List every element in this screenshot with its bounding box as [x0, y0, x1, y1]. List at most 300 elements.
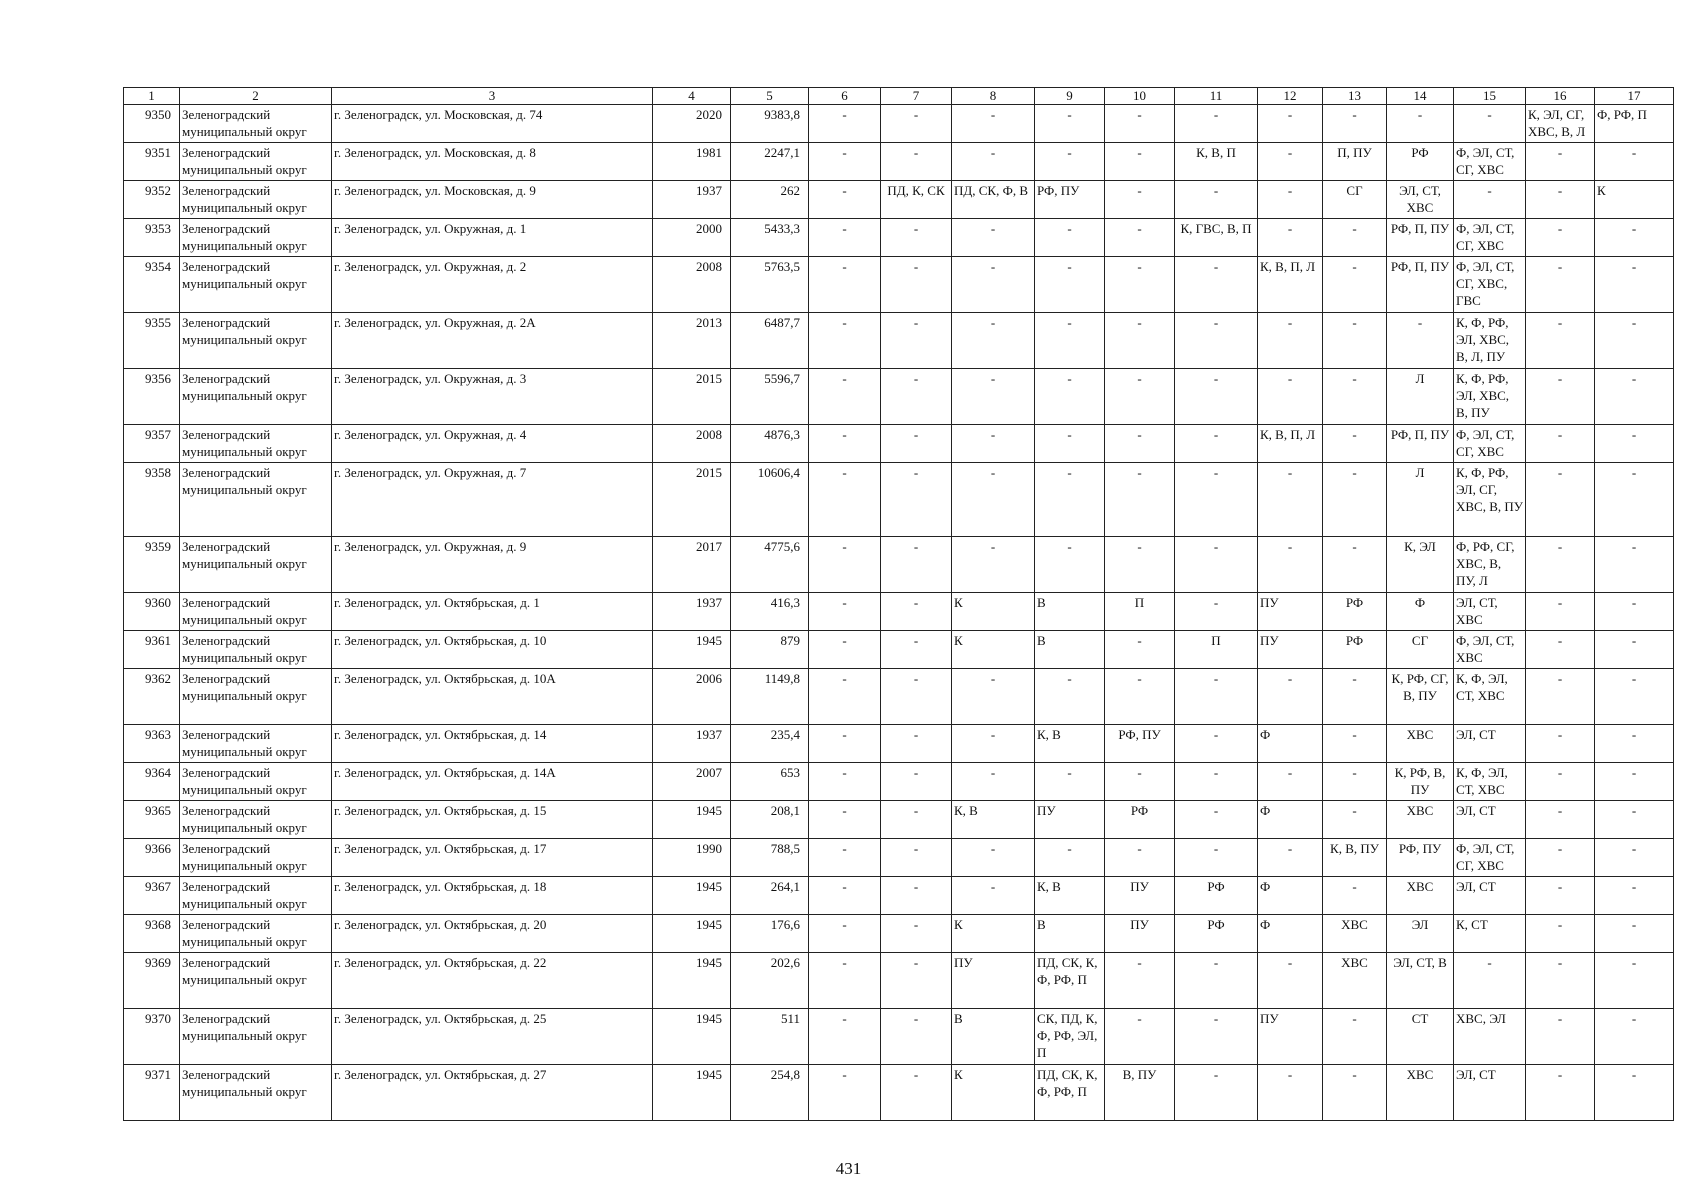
table-cell-col-10: ПУ	[1105, 877, 1175, 915]
table-cell-col-14: РФ, П, ПУ	[1387, 425, 1454, 463]
table-cell-col-2: Зеленоградский муниципальный округ	[180, 1009, 332, 1065]
table-cell-col-13: ХВС	[1323, 915, 1387, 953]
table-cell-col-16: -	[1526, 1009, 1595, 1065]
column-header-2: 2	[180, 88, 332, 105]
table-cell-col-12: -	[1258, 181, 1323, 219]
table-cell-col-5: 653	[731, 763, 809, 801]
table-cell-col-9: СК, ПД, К, Ф, РФ, ЭЛ, П	[1035, 1009, 1105, 1065]
table-cell-col-10: -	[1105, 425, 1175, 463]
table-cell-col-8: К, В	[952, 801, 1035, 839]
table-cell-col-12: -	[1258, 105, 1323, 143]
table-cell-col-12: -	[1258, 313, 1323, 369]
table-cell-col-12: -	[1258, 669, 1323, 725]
table-cell-col-6: -	[809, 669, 881, 725]
table-cell-col-2: Зеленоградский муниципальный округ	[180, 801, 332, 839]
table-cell-col-12: -	[1258, 143, 1323, 181]
table-cell-col-6: -	[809, 313, 881, 369]
table-cell-col-5: 176,6	[731, 915, 809, 953]
table-cell-col-2: Зеленоградский муниципальный округ	[180, 181, 332, 219]
table-cell-col-11: -	[1175, 537, 1258, 593]
column-header-16: 16	[1526, 88, 1595, 105]
table-cell-col-7: -	[881, 839, 952, 877]
table-cell-col-15: К, Ф, ЭЛ, СТ, ХВС	[1454, 763, 1526, 801]
table-cell-col-7: -	[881, 801, 952, 839]
table-cell-col-11: -	[1175, 839, 1258, 877]
table-cell-col-2: Зеленоградский муниципальный округ	[180, 105, 332, 143]
table-cell-col-6: -	[809, 219, 881, 257]
table-cell-col-17: -	[1595, 313, 1674, 369]
table-cell-col-17: -	[1595, 257, 1674, 313]
table-cell-col-13: -	[1323, 425, 1387, 463]
table-cell-col-8: ПД, СК, Ф, В	[952, 181, 1035, 219]
table-cell-col-15: К, Ф, РФ, ЭЛ, СГ, ХВС, В, ПУ	[1454, 463, 1526, 537]
table-cell-col-9: -	[1035, 257, 1105, 313]
table-cell-col-6: -	[809, 1065, 881, 1121]
table-cell-col-6: -	[809, 425, 881, 463]
table-cell-col-12: -	[1258, 369, 1323, 425]
table-cell-col-6: -	[809, 877, 881, 915]
table-cell-col-9: РФ, ПУ	[1035, 181, 1105, 219]
table-cell-col-5: 208,1	[731, 801, 809, 839]
table-cell-col-4: 1990	[653, 839, 731, 877]
table-cell-col-5: 5596,7	[731, 369, 809, 425]
table-cell-col-16: -	[1526, 763, 1595, 801]
table-cell-col-15: -	[1454, 181, 1526, 219]
table-cell-col-8: К	[952, 915, 1035, 953]
table-cell-col-15: Ф, ЭЛ, СТ, СГ, ХВС	[1454, 839, 1526, 877]
table-cell-col-6: -	[809, 463, 881, 537]
table-cell-col-3: г. Зеленоградск, ул. Окружная, д. 2	[332, 257, 653, 313]
table-body	[124, 105, 1674, 1121]
table-cell-col-13: -	[1323, 1065, 1387, 1121]
table-cell-col-14: ЭЛ, СТ, В	[1387, 953, 1454, 1009]
table-cell-col-4: 1981	[653, 143, 731, 181]
table-cell-col-10: -	[1105, 839, 1175, 877]
table-cell-col-2: Зеленоградский муниципальный округ	[180, 257, 332, 313]
table-cell-col-11: -	[1175, 725, 1258, 763]
table-row	[124, 463, 1674, 537]
table-cell-col-6: -	[809, 257, 881, 313]
table-cell-col-11: -	[1175, 669, 1258, 725]
table-cell-col-6: -	[809, 953, 881, 1009]
table-cell-col-9: ПД, СК, К, Ф, РФ, П	[1035, 953, 1105, 1009]
table-cell-col-14: К, РФ, СГ, В, ПУ	[1387, 669, 1454, 725]
table-cell-col-16: -	[1526, 369, 1595, 425]
table-cell-col-15: Ф, ЭЛ, СТ, СГ, ХВС	[1454, 425, 1526, 463]
table-cell-col-2: Зеленоградский муниципальный округ	[180, 593, 332, 631]
table-cell-col-8: -	[952, 763, 1035, 801]
table-cell-col-1: 9358	[124, 463, 180, 537]
table-cell-col-2: Зеленоградский муниципальный округ	[180, 143, 332, 181]
table-cell-col-10: -	[1105, 669, 1175, 725]
table-cell-col-15: Ф, ЭЛ, СТ, СГ, ХВС	[1454, 143, 1526, 181]
column-header-11: 11	[1175, 88, 1258, 105]
table-cell-col-3: г. Зеленоградск, ул. Октябрьская, д. 14А	[332, 763, 653, 801]
table-row	[124, 181, 1674, 219]
table-cell-col-7: -	[881, 915, 952, 953]
table-cell-col-17: -	[1595, 877, 1674, 915]
table-cell-col-3: г. Зеленоградск, ул. Московская, д. 8	[332, 143, 653, 181]
table-cell-col-6: -	[809, 915, 881, 953]
table-cell-col-3: г. Зеленоградск, ул. Октябрьская, д. 14	[332, 725, 653, 763]
table-cell-col-13: -	[1323, 669, 1387, 725]
table-cell-col-14: ХВС	[1387, 801, 1454, 839]
table-cell-col-8: -	[952, 463, 1035, 537]
table-cell-col-4: 2020	[653, 105, 731, 143]
table-cell-col-15: ЭЛ, СТ	[1454, 801, 1526, 839]
table-cell-col-11: -	[1175, 257, 1258, 313]
table-cell-col-7: -	[881, 763, 952, 801]
table-cell-col-4: 2000	[653, 219, 731, 257]
table-row	[124, 1065, 1674, 1121]
table-cell-col-13: РФ	[1323, 631, 1387, 669]
table-cell-col-13: -	[1323, 725, 1387, 763]
table-cell-col-14: -	[1387, 105, 1454, 143]
table-cell-col-8: К	[952, 1065, 1035, 1121]
table-cell-col-16: -	[1526, 463, 1595, 537]
column-header-10: 10	[1105, 88, 1175, 105]
table-cell-col-9: -	[1035, 463, 1105, 537]
table-cell-col-12: -	[1258, 219, 1323, 257]
table-cell-col-16: -	[1526, 313, 1595, 369]
table-cell-col-1: 9357	[124, 425, 180, 463]
table-cell-col-13: -	[1323, 313, 1387, 369]
table-cell-col-10: -	[1105, 763, 1175, 801]
table-row	[124, 425, 1674, 463]
table-cell-col-8: -	[952, 425, 1035, 463]
table-cell-col-9: ПУ	[1035, 801, 1105, 839]
column-header-3: 3	[332, 88, 653, 105]
table-cell-col-17: -	[1595, 143, 1674, 181]
table-cell-col-17: -	[1595, 669, 1674, 725]
table-cell-col-9: К, В	[1035, 725, 1105, 763]
table-cell-col-1: 9351	[124, 143, 180, 181]
table-cell-col-14: РФ, П, ПУ	[1387, 219, 1454, 257]
table-cell-col-10: В, ПУ	[1105, 1065, 1175, 1121]
table-cell-col-10: -	[1105, 369, 1175, 425]
table-cell-col-2: Зеленоградский муниципальный округ	[180, 725, 332, 763]
table-cell-col-4: 1945	[653, 1065, 731, 1121]
table-cell-col-4: 2008	[653, 425, 731, 463]
table-cell-col-5: 4876,3	[731, 425, 809, 463]
table-row	[124, 313, 1674, 369]
table-cell-col-16: -	[1526, 915, 1595, 953]
table-cell-col-8: -	[952, 369, 1035, 425]
column-header-6: 6	[809, 88, 881, 105]
table-cell-col-4: 1945	[653, 877, 731, 915]
table-cell-col-4: 2017	[653, 537, 731, 593]
table-cell-col-11: П	[1175, 631, 1258, 669]
table-cell-col-9: -	[1035, 143, 1105, 181]
table-cell-col-10: -	[1105, 313, 1175, 369]
table-cell-col-8: -	[952, 313, 1035, 369]
table-cell-col-3: г. Зеленоградск, ул. Октябрьская, д. 27	[332, 1065, 653, 1121]
table-cell-col-3: г. Зеленоградск, ул. Окружная, д. 3	[332, 369, 653, 425]
table-cell-col-11: -	[1175, 801, 1258, 839]
table-cell-col-4: 2006	[653, 669, 731, 725]
table-cell-col-7: -	[881, 463, 952, 537]
table-cell-col-4: 2007	[653, 763, 731, 801]
table-cell-col-9: ПД, СК, К, Ф, РФ, П	[1035, 1065, 1105, 1121]
table-cell-col-11: -	[1175, 369, 1258, 425]
table-cell-col-6: -	[809, 369, 881, 425]
table-cell-col-6: -	[809, 763, 881, 801]
table-cell-col-6: -	[809, 631, 881, 669]
table-cell-col-1: 9350	[124, 105, 180, 143]
table-cell-col-17: -	[1595, 1065, 1674, 1121]
table-cell-col-16: -	[1526, 877, 1595, 915]
table-cell-col-4: 2013	[653, 313, 731, 369]
table-cell-col-11: -	[1175, 313, 1258, 369]
table-cell-col-5: 202,6	[731, 953, 809, 1009]
table-cell-col-3: г. Зеленоградск, ул. Окружная, д. 4	[332, 425, 653, 463]
table-cell-col-4: 1945	[653, 953, 731, 1009]
table-cell-col-5: 6487,7	[731, 313, 809, 369]
table-cell-col-3: г. Зеленоградск, ул. Окружная, д. 9	[332, 537, 653, 593]
table-cell-col-13: -	[1323, 537, 1387, 593]
table-cell-col-13: -	[1323, 877, 1387, 915]
column-header-5: 5	[731, 88, 809, 105]
table-cell-col-5: 2247,1	[731, 143, 809, 181]
table-cell-col-7: -	[881, 1065, 952, 1121]
table-cell-col-14: ХВС	[1387, 877, 1454, 915]
table-cell-col-7: -	[881, 257, 952, 313]
table-cell-col-3: г. Зеленоградск, ул. Октябрьская, д. 25	[332, 1009, 653, 1065]
table-cell-col-13: -	[1323, 763, 1387, 801]
table-cell-col-12: ПУ	[1258, 1009, 1323, 1065]
table-row	[124, 537, 1674, 593]
table-cell-col-16: -	[1526, 1065, 1595, 1121]
table-cell-col-11: К, В, П	[1175, 143, 1258, 181]
table-cell-col-12: -	[1258, 763, 1323, 801]
column-header-17: 17	[1595, 88, 1674, 105]
table-cell-col-7: -	[881, 425, 952, 463]
table-cell-col-8: -	[952, 877, 1035, 915]
table-cell-col-5: 5433,3	[731, 219, 809, 257]
table-cell-col-4: 1945	[653, 801, 731, 839]
table-cell-col-17: -	[1595, 631, 1674, 669]
table-cell-col-1: 9362	[124, 669, 180, 725]
table-cell-col-14: ХВС	[1387, 725, 1454, 763]
table-cell-col-1: 9359	[124, 537, 180, 593]
table-cell-col-9: -	[1035, 105, 1105, 143]
table-cell-col-5: 1149,8	[731, 669, 809, 725]
table-cell-col-17: -	[1595, 725, 1674, 763]
table-cell-col-10: -	[1105, 257, 1175, 313]
table-cell-col-16: -	[1526, 839, 1595, 877]
table-cell-col-4: 1937	[653, 181, 731, 219]
column-header-4: 4	[653, 88, 731, 105]
table-cell-col-8: -	[952, 537, 1035, 593]
table-cell-col-2: Зеленоградский муниципальный округ	[180, 369, 332, 425]
table-row	[124, 593, 1674, 631]
table-cell-col-8: -	[952, 143, 1035, 181]
table-cell-col-13: -	[1323, 369, 1387, 425]
table-cell-col-14: Ф	[1387, 593, 1454, 631]
table-cell-col-8: К	[952, 631, 1035, 669]
table-cell-col-4: 1945	[653, 631, 731, 669]
table-cell-col-4: 2015	[653, 369, 731, 425]
table-cell-col-5: 254,8	[731, 1065, 809, 1121]
table-cell-col-11: -	[1175, 425, 1258, 463]
table-cell-col-1: 9370	[124, 1009, 180, 1065]
table-cell-col-9: -	[1035, 763, 1105, 801]
table-cell-col-15: ЭЛ, СТ	[1454, 877, 1526, 915]
table-cell-col-8: В	[952, 1009, 1035, 1065]
table-cell-col-15: Ф, ЭЛ, СТ, СГ, ХВС	[1454, 219, 1526, 257]
table-cell-col-13: К, В, ПУ	[1323, 839, 1387, 877]
table-cell-col-17: -	[1595, 953, 1674, 1009]
table-cell-col-6: -	[809, 593, 881, 631]
header-row	[124, 88, 1674, 105]
table-cell-col-14: Л	[1387, 369, 1454, 425]
table-cell-col-12: -	[1258, 953, 1323, 1009]
table-cell-col-2: Зеленоградский муниципальный округ	[180, 953, 332, 1009]
table-cell-col-16: -	[1526, 725, 1595, 763]
table-cell-col-9: -	[1035, 425, 1105, 463]
table-cell-col-13: -	[1323, 257, 1387, 313]
table-cell-col-16: -	[1526, 257, 1595, 313]
table-cell-col-11: РФ	[1175, 877, 1258, 915]
column-header-9: 9	[1035, 88, 1105, 105]
table-cell-col-2: Зеленоградский муниципальный округ	[180, 839, 332, 877]
table-cell-col-2: Зеленоградский муниципальный округ	[180, 877, 332, 915]
table-cell-col-2: Зеленоградский муниципальный округ	[180, 219, 332, 257]
table-cell-col-1: 9363	[124, 725, 180, 763]
table-cell-col-5: 416,3	[731, 593, 809, 631]
table-cell-col-11: -	[1175, 593, 1258, 631]
table-cell-col-7: -	[881, 105, 952, 143]
table-row	[124, 915, 1674, 953]
page-number: 431	[835, 1159, 862, 1178]
table-cell-col-3: г. Зеленоградск, ул. Октябрьская, д. 10А	[332, 669, 653, 725]
table-cell-col-10: -	[1105, 219, 1175, 257]
table-cell-col-2: Зеленоградский муниципальный округ	[180, 669, 332, 725]
table-cell-col-8: -	[952, 669, 1035, 725]
table-cell-col-14: СТ	[1387, 1009, 1454, 1065]
table-cell-col-10: РФ	[1105, 801, 1175, 839]
table-cell-col-17: -	[1595, 915, 1674, 953]
table-cell-col-14: ЭЛ	[1387, 915, 1454, 953]
table-cell-col-16: К, ЭЛ, СГ, ХВС, В, Л	[1526, 105, 1595, 143]
table-cell-col-10: -	[1105, 953, 1175, 1009]
table-cell-col-14: РФ	[1387, 143, 1454, 181]
table-cell-col-2: Зеленоградский муниципальный округ	[180, 1065, 332, 1121]
table-cell-col-3: г. Зеленоградск, ул. Октябрьская, д. 1	[332, 593, 653, 631]
table-cell-col-7: -	[881, 219, 952, 257]
table-cell-col-8: -	[952, 839, 1035, 877]
table-row	[124, 105, 1674, 143]
table-cell-col-14: ЭЛ, СТ, ХВС	[1387, 181, 1454, 219]
table-row	[124, 219, 1674, 257]
table-cell-col-7: -	[881, 953, 952, 1009]
table-cell-col-11: -	[1175, 953, 1258, 1009]
table-cell-col-6: -	[809, 839, 881, 877]
table-cell-col-1: 9354	[124, 257, 180, 313]
table-cell-col-9: В	[1035, 593, 1105, 631]
table-cell-col-11: К, ГВС, В, П	[1175, 219, 1258, 257]
table-cell-col-3: г. Зеленоградск, ул. Московская, д. 9	[332, 181, 653, 219]
table-cell-col-9: В	[1035, 631, 1105, 669]
table-cell-col-17: -	[1595, 593, 1674, 631]
table-cell-col-8: -	[952, 725, 1035, 763]
table-cell-col-10: -	[1105, 143, 1175, 181]
table-cell-col-5: 264,1	[731, 877, 809, 915]
table-cell-col-12: К, В, П, Л	[1258, 257, 1323, 313]
table-cell-col-16: -	[1526, 801, 1595, 839]
table-cell-col-10: -	[1105, 181, 1175, 219]
table-cell-col-12: ПУ	[1258, 631, 1323, 669]
table-cell-col-3: г. Зеленоградск, ул. Окружная, д. 1	[332, 219, 653, 257]
table-cell-col-12: -	[1258, 839, 1323, 877]
table-cell-col-15: К, Ф, ЭЛ, СТ, ХВС	[1454, 669, 1526, 725]
table-cell-col-1: 9364	[124, 763, 180, 801]
table-cell-col-16: -	[1526, 593, 1595, 631]
table-cell-col-3: г. Зеленоградск, ул. Окружная, д. 7	[332, 463, 653, 537]
table-cell-col-16: -	[1526, 537, 1595, 593]
table-cell-col-17: -	[1595, 425, 1674, 463]
table-cell-col-15: ЭЛ, СТ, ХВС	[1454, 593, 1526, 631]
table-row	[124, 369, 1674, 425]
housing-registry-table	[123, 87, 1674, 1121]
table-cell-col-13: ХВС	[1323, 953, 1387, 1009]
table-cell-col-6: -	[809, 537, 881, 593]
table-cell-col-7: -	[881, 369, 952, 425]
table-cell-col-3: г. Зеленоградск, ул. Окружная, д. 2А	[332, 313, 653, 369]
table-cell-col-1: 9355	[124, 313, 180, 369]
table-cell-col-10: ПУ	[1105, 915, 1175, 953]
table-cell-col-3: г. Зеленоградск, ул. Октябрьская, д. 10	[332, 631, 653, 669]
table-cell-col-15: К, СТ	[1454, 915, 1526, 953]
table-cell-col-1: 9371	[124, 1065, 180, 1121]
table-cell-col-16: -	[1526, 631, 1595, 669]
table-cell-col-17: -	[1595, 839, 1674, 877]
table-cell-col-16: -	[1526, 181, 1595, 219]
table-cell-col-5: 9383,8	[731, 105, 809, 143]
table-cell-col-15: -	[1454, 105, 1526, 143]
table-cell-col-7: -	[881, 1009, 952, 1065]
table-cell-col-11: -	[1175, 105, 1258, 143]
table-cell-col-3: г. Зеленоградск, ул. Октябрьская, д. 18	[332, 877, 653, 915]
table-cell-col-8: -	[952, 219, 1035, 257]
table-cell-col-6: -	[809, 1009, 881, 1065]
table-cell-col-15: Ф, ЭЛ, СТ, ХВС	[1454, 631, 1526, 669]
column-number-header	[124, 88, 1674, 105]
table-cell-col-17: -	[1595, 219, 1674, 257]
table-cell-col-13: РФ	[1323, 593, 1387, 631]
table-cell-col-10: -	[1105, 1009, 1175, 1065]
table-cell-col-1: 9360	[124, 593, 180, 631]
table-cell-col-15: Ф, ЭЛ, СТ, СГ, ХВС, ГВС	[1454, 257, 1526, 313]
table-cell-col-14: СГ	[1387, 631, 1454, 669]
table-cell-col-7: -	[881, 313, 952, 369]
table-cell-col-14: РФ, ПУ	[1387, 839, 1454, 877]
table-cell-col-12: Ф	[1258, 877, 1323, 915]
table-cell-col-16: -	[1526, 219, 1595, 257]
table-cell-col-6: -	[809, 725, 881, 763]
table-cell-col-17: -	[1595, 537, 1674, 593]
table-cell-col-1: 9365	[124, 801, 180, 839]
table-cell-col-4: 1945	[653, 915, 731, 953]
table-cell-col-10: -	[1105, 631, 1175, 669]
table-cell-col-7: -	[881, 877, 952, 915]
table-cell-col-7: -	[881, 725, 952, 763]
table-cell-col-8: -	[952, 257, 1035, 313]
table-cell-col-8: -	[952, 105, 1035, 143]
table-cell-col-4: 2008	[653, 257, 731, 313]
table-cell-col-2: Зеленоградский муниципальный округ	[180, 463, 332, 537]
table-cell-col-12: К, В, П, Л	[1258, 425, 1323, 463]
